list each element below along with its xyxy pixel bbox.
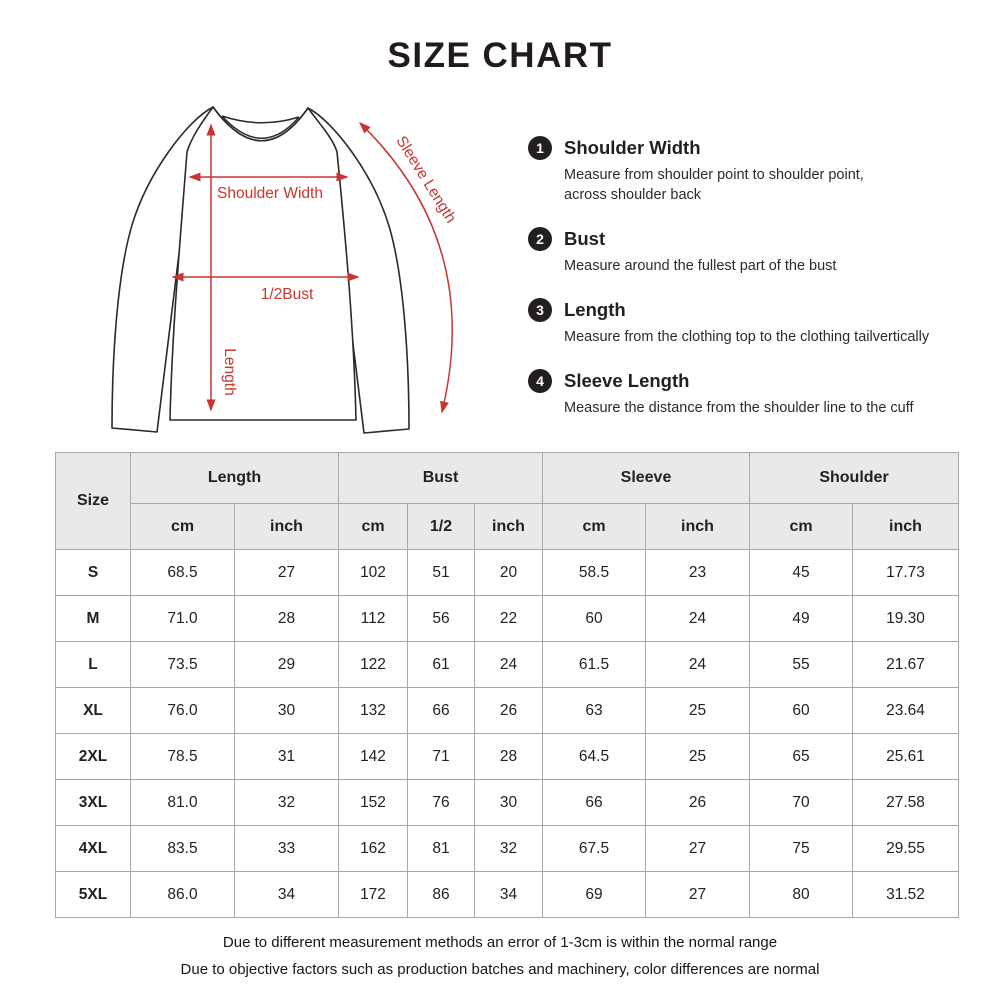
table-cell: 60 [543,596,646,642]
table-cell: 69 [543,872,646,918]
table-cell: 27.58 [853,780,959,826]
size-row-label: 5XL [56,872,131,918]
group-header-sleeve: Sleeve [543,453,750,504]
table-cell: 142 [339,734,408,780]
table-row [56,642,959,688]
size-table [55,452,959,918]
table-cell: 75 [750,826,853,872]
instruction-title: Shoulder Width [564,137,701,158]
table-row [56,734,959,780]
table-cell: 32 [475,826,543,872]
table-cell: 31 [235,734,339,780]
table-cell: 24 [646,596,750,642]
table-cell: 29 [235,642,339,688]
table-cell: 28 [235,596,339,642]
step-2-badge: 2 [528,227,552,251]
instruction-desc [564,256,960,276]
table-cell: 34 [475,872,543,918]
table-cell: 76.0 [131,688,235,734]
unit-header: cm [131,504,235,550]
diagram-label-shoulder-width: Shoulder Width [217,185,323,202]
step-4-badge: 4 [528,369,552,393]
table-cell: 83.5 [131,826,235,872]
table-cell: 19.30 [853,596,959,642]
table-cell: 23.64 [853,688,959,734]
instruction-desc [564,165,960,205]
diagram-label-sleeve-length: Sleeve Length [392,133,460,227]
group-header-length: Length [131,453,339,504]
table-cell: 49 [750,596,853,642]
table-cell: 78.5 [131,734,235,780]
table-cell: 58.5 [543,550,646,596]
table-cell: 56 [408,596,475,642]
size-row-label: S [56,550,131,596]
table-cell: 66 [408,688,475,734]
table-cell: 29.55 [853,826,959,872]
table-cell: 31.52 [853,872,959,918]
table-cell: 81.0 [131,780,235,826]
note-measurement-error: Due to different measurement methods an error of 1-3cm is within the normal range [222,934,778,951]
footer-notes [0,929,1000,983]
unit-header: inch [646,504,750,550]
table-cell: 61.5 [543,642,646,688]
table-row [56,826,959,872]
size-column-header: Size [56,453,131,550]
instruction-title: Length [564,299,626,320]
group-header-bust: Bust [339,453,543,504]
table-cell: 65 [750,734,853,780]
table-cell: 76 [408,780,475,826]
table-row [56,550,959,596]
instruction-shoulder-width [528,136,960,205]
instruction-desc [564,398,960,418]
table-cell: 162 [339,826,408,872]
table-row [56,596,959,642]
size-row-label: 4XL [56,826,131,872]
table-cell: 23 [646,550,750,596]
table-cell: 61 [408,642,475,688]
table-row [56,872,959,918]
step-3-badge: 3 [528,298,552,322]
desc-line: Measure from shoulder point to shoulder point, [564,167,864,183]
table-cell: 27 [646,872,750,918]
table-cell: 71.0 [131,596,235,642]
instruction-length [528,298,960,347]
table-cell: 28 [475,734,543,780]
unit-header: cm [543,504,646,550]
table-row [56,688,959,734]
table-cell: 102 [339,550,408,596]
table-cell: 32 [235,780,339,826]
table-cell: 80 [750,872,853,918]
step-1-badge: 1 [528,136,552,160]
size-row-label: 2XL [56,734,131,780]
size-row-label: M [56,596,131,642]
table-cell: 86.0 [131,872,235,918]
table-cell: 24 [475,642,543,688]
table-cell: 81 [408,826,475,872]
size-row-label: 3XL [56,780,131,826]
instruction-desc [564,327,960,347]
note-color-difference: Due to objective factors such as production batches and machinery, color differences are normal [180,961,820,978]
table-cell: 25.61 [853,734,959,780]
collar-back-line [222,116,299,123]
table-cell: 45 [750,550,853,596]
unit-header: cm [750,504,853,550]
table-cell: 70 [750,780,853,826]
desc-line: Measure the distance from the shoulder line to the cuff [564,400,914,416]
page-title: SIZE CHART [387,36,613,75]
instruction-title: Bust [564,228,606,249]
unit-header: inch [475,504,543,550]
unit-header: cm [339,504,408,550]
table-cell: 20 [475,550,543,596]
unit-header: inch [235,504,339,550]
table-cell: 30 [475,780,543,826]
table-cell: 64.5 [543,734,646,780]
garment-diagram [88,92,512,444]
table-cell: 66 [543,780,646,826]
table-cell: 68.5 [131,550,235,596]
desc-line: Measure around the fullest part of the bust [564,258,837,274]
table-cell: 34 [235,872,339,918]
table-cell: 22 [475,596,543,642]
table-cell: 33 [235,826,339,872]
table-cell: 172 [339,872,408,918]
instruction-title: Sleeve Length [564,370,690,391]
table-cell: 112 [339,596,408,642]
desc-line: across shoulder back [564,187,702,203]
table-cell: 21.67 [853,642,959,688]
table-cell: 26 [646,780,750,826]
diagram-label-half-bust: 1/2Bust [260,286,314,303]
table-unit-header-row [56,504,959,550]
table-cell: 67.5 [543,826,646,872]
table-cell: 71 [408,734,475,780]
instruction-bust [528,227,960,276]
instruction-sleeve-length [528,369,960,418]
table-cell: 122 [339,642,408,688]
group-header-shoulder: Shoulder [750,453,959,504]
diagram-label-length: Length [221,348,238,396]
table-row [56,780,959,826]
size-row-label: XL [56,688,131,734]
table-cell: 152 [339,780,408,826]
table-cell: 51 [408,550,475,596]
table-cell: 55 [750,642,853,688]
size-row-label: L [56,642,131,688]
unit-header: 1/2 [408,504,475,550]
table-cell: 24 [646,642,750,688]
desc-line: Measure from the clothing top to the clothing tailvertically [564,329,930,345]
table-cell: 60 [750,688,853,734]
table-cell: 17.73 [853,550,959,596]
table-cell: 26 [475,688,543,734]
table-cell: 132 [339,688,408,734]
table-cell: 25 [646,734,750,780]
table-cell: 25 [646,688,750,734]
table-group-header-row [56,453,959,504]
table-cell: 30 [235,688,339,734]
table-cell: 27 [235,550,339,596]
measurement-instructions [528,136,960,440]
body-outline [170,107,356,420]
table-cell: 27 [646,826,750,872]
table-cell: 86 [408,872,475,918]
table-cell: 73.5 [131,642,235,688]
unit-header: inch [853,504,959,550]
table-cell: 63 [543,688,646,734]
